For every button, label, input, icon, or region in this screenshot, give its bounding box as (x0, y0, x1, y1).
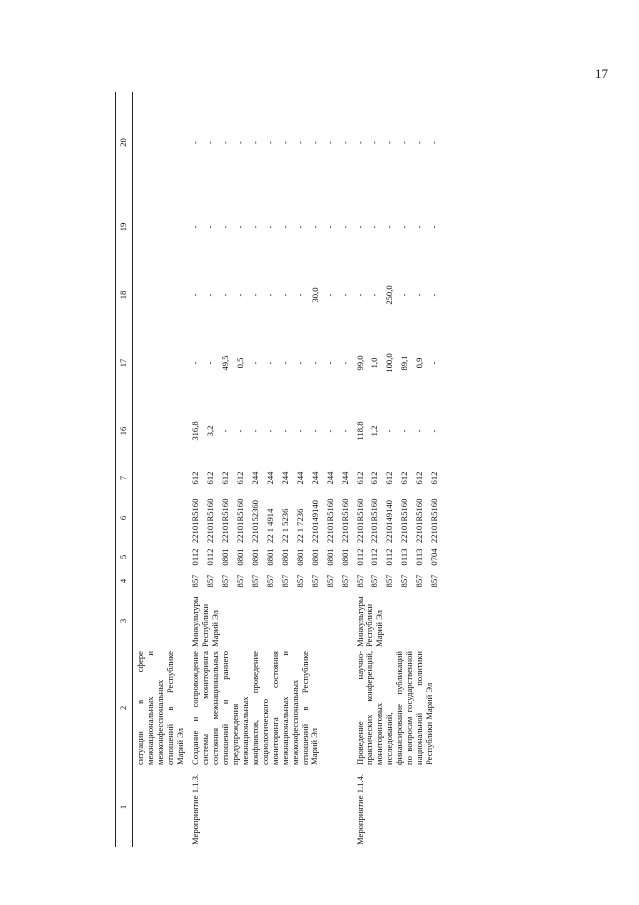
amount-cell: - (429, 141, 440, 144)
amount-cell: - (189, 225, 200, 229)
amount-cell: - (264, 361, 275, 365)
budget-code-cell: 857 (369, 574, 380, 588)
budget-code-cell: 0113 (399, 548, 410, 566)
budget-code-cell: 857 (189, 574, 200, 588)
budget-code-cell: 612 (234, 471, 245, 485)
column-header: 5 (116, 545, 133, 569)
amount-cell: - (249, 141, 260, 144)
amount-cell: 250,0 (384, 285, 395, 305)
budget-code-cell: 0112 (354, 548, 365, 566)
column-header: 16 (116, 397, 133, 465)
measure-code: Мероприятие 1.1.3. (189, 773, 200, 845)
budget-code-cell: 0801 (264, 548, 275, 566)
budget-code-cell: 612 (399, 471, 410, 485)
amount-cell: - (204, 141, 215, 144)
amount-cell: - (324, 429, 335, 433)
budget-code-cell: 22101R5160 (204, 498, 215, 543)
budget-code-cell: 612 (354, 471, 365, 485)
amount-cell: - (249, 293, 260, 297)
amount-cell: - (294, 361, 305, 365)
budget-code-cell: 22101R5160 (414, 498, 425, 543)
budget-code-cell: 857 (399, 574, 410, 588)
column-header: 6 (116, 491, 133, 545)
column-header: 3 (116, 593, 133, 649)
budget-code-cell: 0801 (279, 548, 290, 566)
column-header: 19 (116, 193, 133, 261)
measure-name: Проведение научно-практических конференций, мониторинговых исследований, финансирование публикаций по вопросам государственной национальной политики Республики Марий Эл (354, 651, 435, 765)
column-header: 1 (116, 767, 133, 847)
amount-cell: - (279, 293, 290, 297)
amount-cell: 99,0 (354, 355, 365, 371)
amount-cell: - (279, 141, 290, 144)
amount-cell: - (249, 361, 260, 365)
column-header: 17 (116, 329, 133, 397)
amount-cell: - (279, 361, 290, 365)
amount-cell: 89,1 (399, 355, 410, 371)
measure-executor: Минкультуры Республики Марий Эл (354, 596, 385, 647)
budget-code-cell: 0112 (204, 548, 215, 566)
page-number: 17 (595, 66, 608, 81)
amount-cell: - (294, 293, 305, 297)
continuation-text: ситуации в сфере межнациональных и межконфессиональных отношений в Республике Марий Эл (135, 651, 185, 765)
amount-cell: 1,2 (369, 425, 380, 437)
amount-cell: - (309, 225, 320, 229)
amount-cell: - (384, 141, 395, 144)
amount-cell: - (219, 225, 230, 229)
budget-code-cell: 22 1 7236 (294, 508, 305, 543)
budget-code-cell: 22101R5160 (324, 498, 335, 543)
amount-cell: - (324, 361, 335, 365)
budget-code-cell: 857 (219, 574, 230, 588)
budget-code-cell: 22101R5160 (369, 498, 380, 543)
budget-code-cell: 244 (339, 471, 350, 485)
amount-cell: - (354, 225, 365, 229)
budget-code-cell: 2210149140 (309, 500, 320, 543)
budget-code-cell: 22101R5160 (339, 498, 350, 543)
budget-code-cell: 0112 (189, 548, 200, 566)
budget-code-cell: 2210152360 (249, 500, 260, 543)
budget-code-cell: 0113 (414, 548, 425, 566)
amount-cell: - (339, 361, 350, 365)
amount-cell: - (189, 293, 200, 297)
column-header: 20 (116, 92, 133, 193)
amount-cell: - (414, 293, 425, 297)
budget-code-cell: 857 (279, 574, 290, 588)
amount-cell: 0,9 (414, 357, 425, 369)
amount-cell: - (264, 141, 275, 144)
amount-cell: - (414, 141, 425, 144)
budget-code-cell: 857 (234, 574, 245, 588)
amount-cell: - (369, 293, 380, 297)
budget-code-cell: 0801 (219, 548, 230, 566)
amount-cell: - (339, 141, 350, 144)
budget-code-cell: 244 (249, 471, 260, 485)
amount-cell: - (204, 293, 215, 297)
table-body (133, 92, 443, 847)
amount-cell: - (384, 225, 395, 229)
budget-code-cell: 857 (204, 574, 215, 588)
budget-code-cell: 612 (429, 471, 440, 485)
budget-code-cell: 22101R5160 (354, 498, 365, 543)
amount-cell: - (354, 141, 365, 144)
amount-cell: 118,8 (354, 421, 365, 441)
budget-code-cell: 22101R5160 (234, 498, 245, 543)
budget-code-cell: 612 (204, 471, 215, 485)
column-header: 18 (116, 261, 133, 329)
amount-cell: - (429, 429, 440, 433)
budget-code-cell: 857 (429, 574, 440, 588)
budget-code-cell: 0801 (294, 548, 305, 566)
amount-cell: - (234, 141, 245, 144)
amount-cell: 49,5 (219, 355, 230, 371)
continuation-row (133, 92, 188, 847)
amount-cell: - (279, 225, 290, 229)
amount-cell: - (219, 429, 230, 433)
amount-cell: - (234, 293, 245, 297)
budget-code-cell: 22101R5160 (219, 498, 230, 543)
amount-cell: - (249, 429, 260, 433)
amount-cell: - (204, 361, 215, 365)
amount-cell: - (294, 225, 305, 229)
amount-cell: - (339, 293, 350, 297)
budget-code-cell: 244 (279, 471, 290, 485)
budget-code-cell: 0801 (249, 548, 260, 566)
amount-cell: - (234, 429, 245, 433)
amount-cell: - (354, 293, 365, 297)
amount-cell: - (309, 361, 320, 365)
budget-code-cell: 0801 (309, 548, 320, 566)
amount-cell: - (264, 293, 275, 297)
budget-table (115, 92, 442, 847)
amount-cell: - (189, 361, 200, 365)
amount-cell: - (264, 225, 275, 229)
amount-cell: - (429, 293, 440, 297)
budget-code-cell: 22101R5160 (189, 498, 200, 543)
amount-cell: - (324, 141, 335, 144)
budget-code-cell: 22 1 4914 (264, 508, 275, 543)
measure-name: Создание и сопровождение системы мониторинга состояния межнациональных отношений и раннего предупреждения межнациональных конфликтов, проведение социологического мониторинга состояния межнациональных и межконфессиональных отношений в Республике Марий Эл (189, 651, 320, 765)
budget-code-cell: 0801 (339, 548, 350, 566)
amount-cell: - (429, 361, 440, 365)
measure-code: Мероприятие 1.1.4. (354, 773, 365, 845)
budget-code-cell: 612 (414, 471, 425, 485)
budget-code-cell: 857 (354, 574, 365, 588)
amount-cell: - (264, 429, 275, 433)
budget-code-cell: 0112 (384, 548, 395, 566)
budget-code-cell: 612 (219, 471, 230, 485)
budget-code-cell: 612 (384, 471, 395, 485)
amount-cell: - (414, 225, 425, 229)
amount-cell: 30,0 (309, 287, 320, 303)
amount-cell: - (204, 225, 215, 229)
amount-cell: - (234, 225, 245, 229)
column-header: 7 (116, 465, 133, 491)
amount-cell: - (249, 225, 260, 229)
budget-code-cell: 0801 (234, 548, 245, 566)
budget-code-cell: 857 (309, 574, 320, 588)
budget-code-cell: 0112 (369, 548, 380, 566)
amount-cell: - (309, 429, 320, 433)
amount-cell: - (369, 141, 380, 144)
amount-cell: 1,0 (369, 357, 380, 369)
amount-cell: - (399, 141, 410, 144)
budget-code-cell: 857 (414, 574, 425, 588)
amount-cell: - (294, 429, 305, 433)
budget-code-cell: 244 (264, 471, 275, 485)
budget-code-cell: 857 (264, 574, 275, 588)
budget-code-cell: 857 (294, 574, 305, 588)
budget-code-cell: 22101R5160 (429, 498, 440, 543)
amount-cell: - (294, 141, 305, 144)
budget-code-cell: 612 (189, 471, 200, 485)
amount-cell: - (429, 225, 440, 229)
budget-code-cell: 22101R5160 (399, 498, 410, 543)
column-header: 4 (116, 569, 133, 593)
budget-code-cell: 857 (249, 574, 260, 588)
amount-cell: - (219, 141, 230, 144)
table-row (188, 92, 203, 847)
amount-cell: - (384, 429, 395, 433)
budget-code-cell: 857 (324, 574, 335, 588)
budget-code-cell: 244 (294, 471, 305, 485)
amount-cell: 0,5 (234, 357, 245, 369)
amount-cell: - (339, 225, 350, 229)
budget-code-cell: 857 (384, 574, 395, 588)
budget-code-cell: 2210149140 (384, 500, 395, 543)
budget-code-cell: 0801 (324, 548, 335, 566)
amount-cell: 316,8 (189, 421, 200, 441)
measure-executor: Минкультуры Республики Марий Эл (189, 596, 220, 647)
amount-cell: - (369, 225, 380, 229)
amount-cell: - (399, 429, 410, 433)
amount-cell: - (399, 293, 410, 297)
amount-cell: 100,0 (384, 353, 395, 373)
rotated-sheet (115, 92, 622, 847)
amount-cell: - (189, 141, 200, 144)
amount-cell: - (339, 429, 350, 433)
table-header (116, 92, 133, 847)
amount-cell: - (414, 429, 425, 433)
budget-code-cell: 612 (369, 471, 380, 485)
amount-cell: 3,2 (204, 425, 215, 437)
amount-cell: - (324, 225, 335, 229)
amount-cell: - (279, 429, 290, 433)
table-row (353, 92, 368, 847)
column-header: 2 (116, 649, 133, 767)
budget-code-cell: 244 (324, 471, 335, 485)
amount-cell: - (309, 141, 320, 144)
amount-cell: - (399, 225, 410, 229)
budget-code-cell: 22 1 5236 (279, 508, 290, 543)
budget-code-cell: 244 (309, 471, 320, 485)
budget-code-cell: 0704 (429, 548, 440, 566)
amount-cell: - (219, 293, 230, 297)
amount-cell: - (324, 293, 335, 297)
budget-code-cell: 857 (339, 574, 350, 588)
